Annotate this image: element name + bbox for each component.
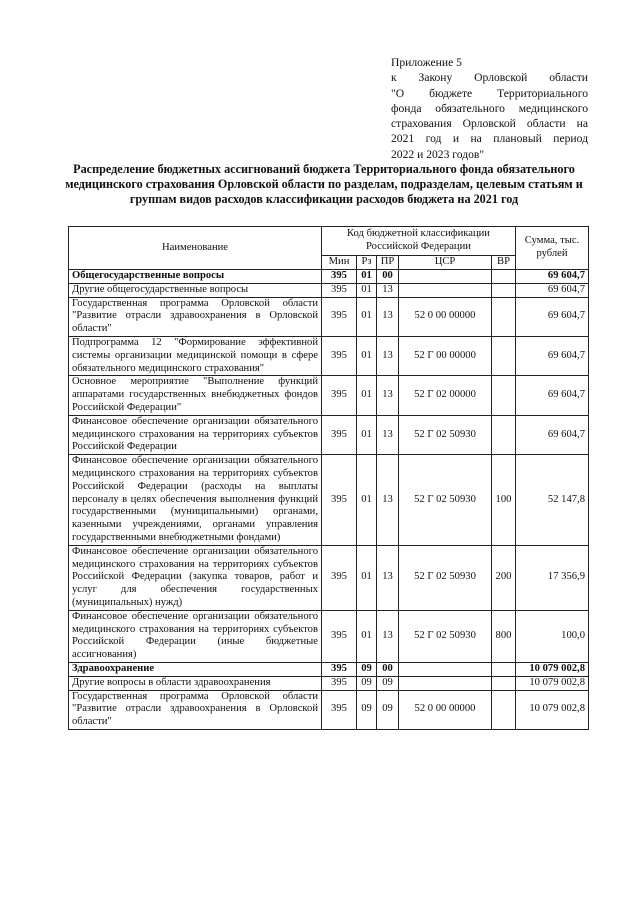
- row-name: Другие общегосударственные вопросы: [69, 283, 322, 297]
- row-rz: 01: [357, 297, 377, 336]
- row-rz: 09: [357, 690, 377, 729]
- row-vr: 100: [492, 455, 516, 546]
- row-rz: 01: [357, 415, 377, 454]
- row-min: 395: [322, 662, 357, 676]
- appendix-line: Приложение 5: [391, 56, 462, 69]
- row-rz: 09: [357, 662, 377, 676]
- table-row: [69, 336, 589, 375]
- row-vr: 200: [492, 545, 516, 610]
- header-vr: ВР: [492, 256, 516, 270]
- row-csr: 52 Г 02 50930: [399, 415, 492, 454]
- header-csr: ЦСР: [399, 256, 492, 270]
- row-sum: 69 604,7: [516, 283, 589, 297]
- row-name: Другие вопросы в области здравоохранения: [69, 676, 322, 690]
- row-min: 395: [322, 270, 357, 284]
- row-pr: 13: [377, 297, 399, 336]
- row-pr: 00: [377, 662, 399, 676]
- table-row: [69, 676, 589, 690]
- row-sum: 100,0: [516, 610, 589, 662]
- row-sum: 69 604,7: [516, 336, 589, 375]
- row-csr: 52 Г 02 50930: [399, 455, 492, 546]
- row-rz: 01: [357, 270, 377, 284]
- row-vr: [492, 297, 516, 336]
- table-row: [69, 270, 589, 284]
- row-sum: 52 147,8: [516, 455, 589, 546]
- row-pr: 09: [377, 676, 399, 690]
- row-name: Финансовое обеспечение организации обязательного медицинского страхования на территориях субъектов Российской Федерации (расходы на выплаты персоналу в целях обеспечения выполнения функций государственными (муниципальными) органами, казенными учреждениями, органами управления государственными внебюджетными фондами): [69, 455, 322, 546]
- row-pr: 13: [377, 336, 399, 375]
- appendix-line: 2021 год и на плановый период: [391, 132, 588, 146]
- document-title: Распределение бюджетных ассигнований бюджета Территориального фонда обязательного медицинского страхования Орловской области по разделам, подразделам, целевым статьям и группам видов расходов классификации расходов бюджета на 2021 год: [65, 162, 583, 206]
- appendix-line: "О бюджете Территориального: [391, 86, 588, 100]
- row-pr: 00: [377, 270, 399, 284]
- table-row: [69, 545, 589, 610]
- table-row: [69, 690, 589, 729]
- row-sum: 10 079 002,8: [516, 662, 589, 676]
- row-csr: [399, 676, 492, 690]
- header-name: Наименование: [69, 227, 322, 270]
- row-csr: 52 Г 00 00000: [399, 336, 492, 375]
- row-sum: 10 079 002,8: [516, 690, 589, 729]
- row-name: Подпрограмма 12 "Формирование эффективной системы организации медицинской помощи в сфере обязательного медицинского страхования": [69, 336, 322, 375]
- row-vr: [492, 336, 516, 375]
- table-row: [69, 415, 589, 454]
- row-vr: [492, 662, 516, 676]
- row-pr: 13: [377, 415, 399, 454]
- appendix-line: 2022 и 2023 годов": [391, 147, 485, 161]
- row-name: Финансовое обеспечение организации обязательного медицинского страхования на территориях субъектов Российской Федерации: [69, 415, 322, 454]
- row-vr: [492, 376, 516, 415]
- row-pr: 13: [377, 283, 399, 297]
- row-sum: 69 604,7: [516, 376, 589, 415]
- table-row: [69, 610, 589, 662]
- table-row: [69, 455, 589, 546]
- table-row: [69, 662, 589, 676]
- header-code-group: Код бюджетной классификации Российской Федерации: [322, 227, 516, 256]
- header-sum: Сумма, тыс. рублей: [516, 227, 589, 270]
- row-min: 395: [322, 415, 357, 454]
- row-min: 395: [322, 545, 357, 610]
- row-rz: 01: [357, 283, 377, 297]
- row-min: 395: [322, 297, 357, 336]
- row-vr: [492, 270, 516, 284]
- header-pr: ПР: [377, 256, 399, 270]
- row-rz: 09: [357, 676, 377, 690]
- row-min: 395: [322, 376, 357, 415]
- budget-table: [68, 226, 589, 730]
- row-name: Государственная программа Орловской области "Развитие отрасли здравоохранения в Орловской области": [69, 690, 322, 729]
- table-row: [69, 376, 589, 415]
- row-pr: 13: [377, 545, 399, 610]
- row-csr: 52 0 00 00000: [399, 690, 492, 729]
- row-pr: 13: [377, 376, 399, 415]
- table-row: [69, 283, 589, 297]
- row-vr: [492, 415, 516, 454]
- row-rz: 01: [357, 455, 377, 546]
- row-csr: 52 Г 02 50930: [399, 610, 492, 662]
- row-csr: [399, 283, 492, 297]
- row-csr: 52 Г 02 50930: [399, 545, 492, 610]
- row-name: Финансовое обеспечение организации обязательного медицинского страхования на территориях субъектов Российской Федерации (закупка товаров, работ и услуг для обеспечения государственных (муниципальных) нужд): [69, 545, 322, 610]
- row-sum: 69 604,7: [516, 415, 589, 454]
- row-sum: 69 604,7: [516, 270, 589, 284]
- row-pr: 13: [377, 455, 399, 546]
- row-min: 395: [322, 283, 357, 297]
- row-vr: [492, 283, 516, 297]
- appendix-line: к Закону Орловской области: [391, 71, 588, 85]
- appendix-line: страхования Орловской области на: [391, 117, 588, 131]
- row-rz: 01: [357, 610, 377, 662]
- table-row: [69, 297, 589, 336]
- row-min: 395: [322, 676, 357, 690]
- row-min: 395: [322, 336, 357, 375]
- row-csr: 52 0 00 00000: [399, 297, 492, 336]
- row-rz: 01: [357, 376, 377, 415]
- row-pr: 13: [377, 610, 399, 662]
- row-name: Финансовое обеспечение организации обязательного медицинского страхования на территориях субъектов Российской Федерации (иные бюджетные ассигнования): [69, 610, 322, 662]
- row-vr: 800: [492, 610, 516, 662]
- row-name: Государственная программа Орловской области "Развитие отрасли здравоохранения в Орловской области": [69, 297, 322, 336]
- row-pr: 09: [377, 690, 399, 729]
- row-csr: [399, 270, 492, 284]
- row-name: Основное мероприятие "Выполнение функций аппаратами государственных внебюджетных фондов Российской Федерации": [69, 376, 322, 415]
- row-name: Здравоохранение: [69, 662, 322, 676]
- appendix-line: фонда обязательного медицинского: [391, 101, 588, 115]
- row-min: 395: [322, 610, 357, 662]
- row-sum: 10 079 002,8: [516, 676, 589, 690]
- row-vr: [492, 690, 516, 729]
- row-name: Общегосударственные вопросы: [69, 270, 322, 284]
- row-vr: [492, 676, 516, 690]
- row-sum: 17 356,9: [516, 545, 589, 610]
- row-csr: 52 Г 02 00000: [399, 376, 492, 415]
- row-csr: [399, 662, 492, 676]
- row-sum: 69 604,7: [516, 297, 589, 336]
- appendix-note: [391, 55, 588, 162]
- header-min: Мин: [322, 256, 357, 270]
- row-rz: 01: [357, 336, 377, 375]
- header-rz: Рз: [357, 256, 377, 270]
- row-min: 395: [322, 455, 357, 546]
- row-rz: 01: [357, 545, 377, 610]
- row-min: 395: [322, 690, 357, 729]
